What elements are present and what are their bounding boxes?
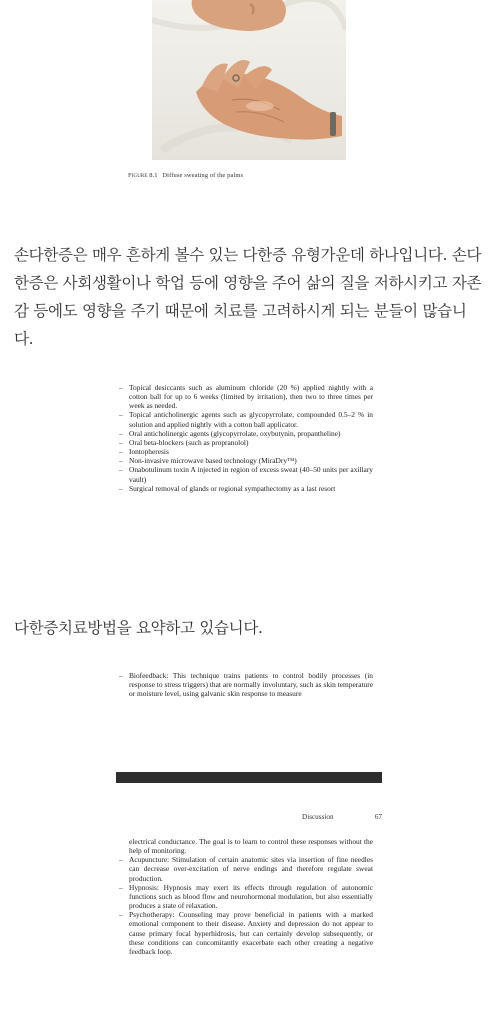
list-item: – Onabotulinum toxin A injected in region of excess sweat (40–50 units per axillary vault) xyxy=(119,465,373,483)
therapies-list xyxy=(119,837,373,956)
page-divider-bar xyxy=(116,772,382,783)
list-item: – Non-invasive microwave based technology (MiraDry™) xyxy=(119,456,373,465)
list-item: – Hypnosis: Hypnosis may exert its effects through regulation of autonomic functions such as blood flow and neurohormonal modulation, but also essentially produces a state of relaxation. xyxy=(119,883,373,910)
figure-number: Figure 8.1 xyxy=(128,172,158,179)
treatment-list xyxy=(119,383,373,493)
page-number: 67 xyxy=(374,813,382,821)
list-item: – Biofeedback: This technique trains patients to control bodily processes (in response to stress triggers) that are normally involuntary, such as skin temperature or moisture level, using galvanic skin response to measure xyxy=(119,671,373,698)
figure-caption xyxy=(128,172,468,179)
list-item: – Oral anticholinergic agents (glycopyrrolate, oxybutynin, propantheline) xyxy=(119,429,373,438)
paragraph-hand-hyperhidrosis: 손다한증은 매우 흔하게 볼수 있는 다한증 유형가운데 하나입니다. 손다한증은 사회생활이나 학업 등에 영향을 주어 삶의 질을 저하시키고 자존감 등에도 영향을 주기 때문에 치료를 고려하시게 되는 분들이 많습니다. xyxy=(14,246,482,348)
palms-photo xyxy=(152,0,346,160)
list-item: – Surgical removal of glands or regional sympathectomy as a last resort xyxy=(119,484,373,493)
paragraph-summary: 다한증치료방법을 요약하고 있습니다. xyxy=(14,619,263,637)
list-item: – Psychotherapy: Counseling may prove beneficial in patients with a marked emotional component to their disease. Anxiety and depression do not appear to cause primary focal hyperhidrosis, but can certainly develop subsequently, or these conditions can concomitantly exacerbate each other creating a negative feedback loop. xyxy=(119,910,373,956)
figure-caption-text: Diffuse sweating of the palms xyxy=(162,172,244,179)
section-title: Discussion xyxy=(302,813,334,821)
list-item: – Acupuncture: Stimulation of certain anatomic sites via insertion of fine needles can decrease over-excitation of nerve endings and therefore regulate sweat production. xyxy=(119,855,373,882)
list-item: – Topical desiccants such as aluminum chloride (20 %) applied nightly with a cotton ball for up to 6 weeks (limited by irritation), then two to three times per week as needed. xyxy=(119,383,373,410)
list-item: – Topical anticholinergic agents such as glycopyrrolate, compounded 0.5–2 % in solution and applied nightly with a cotton ball applicator. xyxy=(119,410,373,428)
list-item: – Oral beta-blockers (such as propranolol) xyxy=(119,438,373,447)
running-header xyxy=(302,813,382,821)
biofeedback-excerpt xyxy=(119,671,373,698)
continuation-text: electrical conductance. The goal is to learn to control these responses without the help of monitoring. xyxy=(129,837,373,856)
list-item: – Iontopheresis xyxy=(119,447,373,456)
